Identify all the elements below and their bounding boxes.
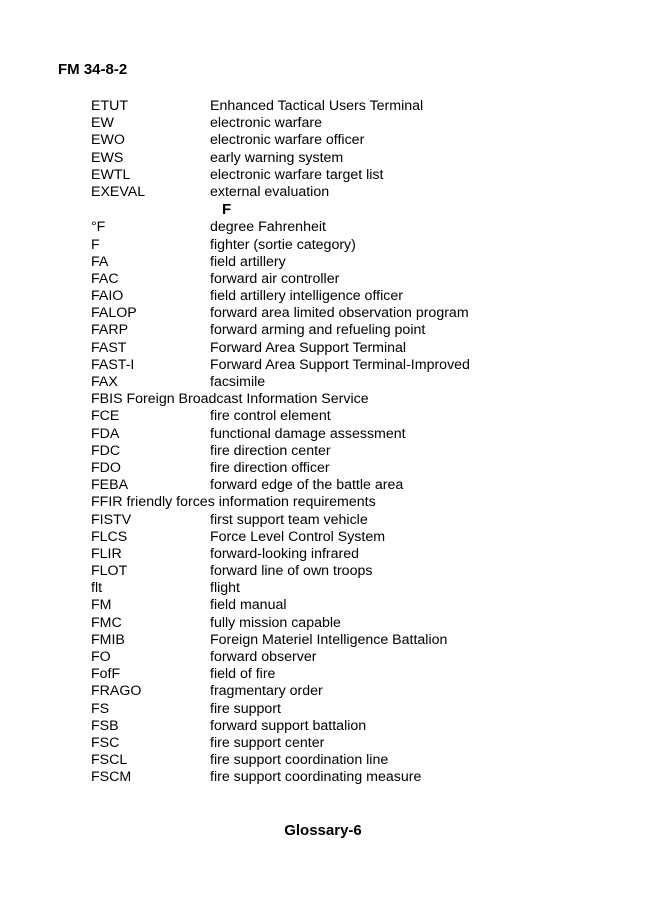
glossary-abbreviation: FCE bbox=[91, 408, 120, 425]
glossary-entry bbox=[91, 374, 611, 391]
glossary-definition: forward-looking infrared bbox=[210, 545, 360, 562]
glossary-abbreviation: EWO bbox=[91, 132, 125, 149]
glossary-abbreviation: FAC bbox=[91, 270, 119, 287]
glossary-definition: flight bbox=[210, 580, 240, 597]
glossary-definition: degree Fahrenheit bbox=[210, 219, 326, 236]
glossary-abbreviation: FEBA bbox=[91, 477, 129, 494]
glossary-definition: forward line of own troops bbox=[210, 563, 373, 580]
glossary-definition: forward area limited observation program bbox=[210, 305, 469, 322]
glossary-entry bbox=[91, 580, 611, 597]
glossary-definition: Forward Area Support Terminal bbox=[210, 339, 407, 356]
glossary-abbreviation: FARP bbox=[91, 322, 129, 339]
glossary-abbreviation: FLOT bbox=[91, 563, 128, 580]
glossary-definition: fire control element bbox=[210, 408, 331, 425]
glossary-definition: first support team vehicle bbox=[210, 511, 368, 528]
glossary-abbreviation: FDO bbox=[91, 459, 121, 476]
glossary-entry bbox=[91, 494, 611, 511]
glossary-definition: Enhanced Tactical Users Terminal bbox=[210, 98, 424, 114]
glossary-abbreviation: FAIO bbox=[91, 288, 124, 305]
glossary-definition: electronic warfare officer bbox=[210, 132, 365, 149]
glossary-entry bbox=[91, 649, 611, 666]
section-letter-f: F bbox=[222, 201, 232, 219]
glossary-abbreviation: EWTL bbox=[91, 166, 131, 183]
glossary-abbreviation: FFIR bbox=[91, 494, 123, 511]
glossary-abbreviation: ETUT bbox=[91, 98, 129, 114]
glossary-abbreviation: FSCL bbox=[91, 752, 128, 769]
glossary-entry bbox=[91, 115, 611, 132]
glossary-abbreviation: FDA bbox=[91, 425, 120, 442]
glossary-abbreviation: flt bbox=[91, 580, 103, 597]
manual-id-header: FM 34-8-2 bbox=[58, 61, 128, 78]
glossary-entry bbox=[91, 288, 611, 305]
glossary-entry bbox=[91, 683, 611, 700]
glossary-abbreviation: FMIB bbox=[91, 631, 125, 648]
glossary-abbreviation: FLIR bbox=[91, 545, 122, 562]
glossary-entry bbox=[91, 460, 611, 477]
glossary-entry bbox=[91, 219, 611, 236]
glossary-definition: Foreign Materiel Intelligence Battalion bbox=[210, 631, 448, 648]
glossary-definition: field artillery bbox=[210, 253, 286, 270]
glossary-abbreviation: F bbox=[91, 236, 100, 253]
glossary-entry bbox=[91, 752, 611, 769]
glossary-definition: Force Level Control System bbox=[210, 528, 386, 545]
glossary-entry bbox=[91, 735, 611, 752]
glossary-entry bbox=[91, 718, 611, 735]
glossary-entry bbox=[91, 529, 611, 546]
glossary-abbreviation: FBIS bbox=[91, 391, 123, 408]
glossary-abbreviation: EWS bbox=[91, 149, 124, 166]
glossary-definition: fully mission capable bbox=[210, 614, 341, 631]
glossary-definition: early warning system bbox=[210, 149, 344, 166]
glossary-definition: fire direction officer bbox=[210, 459, 330, 476]
glossary-definition: fire support center bbox=[210, 734, 325, 751]
glossary-entry bbox=[91, 701, 611, 718]
glossary-abbreviation: FAST bbox=[91, 339, 127, 356]
glossary-entry bbox=[91, 254, 611, 271]
glossary-abbreviation: FM bbox=[91, 597, 112, 614]
glossary-definition: friendly forces information requirements bbox=[126, 494, 376, 511]
glossary-definition: electronic warfare bbox=[210, 115, 322, 132]
glossary-entry bbox=[91, 271, 611, 288]
glossary-entry bbox=[91, 322, 611, 339]
page-footer bbox=[0, 822, 660, 840]
glossary-definition: functional damage assessment bbox=[210, 425, 406, 442]
glossary-entry bbox=[91, 237, 611, 254]
glossary-entry bbox=[91, 546, 611, 563]
glossary-list bbox=[91, 98, 611, 787]
glossary-definition: fighter (sortie category) bbox=[210, 236, 356, 253]
glossary-abbreviation: FSCM bbox=[91, 769, 132, 786]
glossary-entry bbox=[91, 340, 611, 357]
glossary-entry bbox=[91, 357, 611, 374]
glossary-abbreviation: EW bbox=[91, 115, 114, 132]
glossary-definition: forward observer bbox=[210, 649, 317, 665]
page-number-label: Glossary-6 bbox=[284, 822, 362, 839]
glossary-abbreviation: FAX bbox=[91, 374, 118, 390]
glossary-entry bbox=[91, 408, 611, 425]
glossary-group-e bbox=[91, 98, 611, 201]
glossary-definition: Forward Area Support Terminal-Improved bbox=[210, 356, 470, 373]
glossary-entry bbox=[91, 150, 611, 167]
glossary-abbreviation: FSC bbox=[91, 734, 120, 751]
glossary-definition: electronic warfare target list bbox=[210, 166, 384, 183]
glossary-entry bbox=[91, 305, 611, 322]
glossary-group-f bbox=[91, 219, 611, 786]
glossary-entry bbox=[91, 666, 611, 683]
glossary-entry bbox=[91, 615, 611, 632]
glossary-entry bbox=[91, 391, 611, 408]
glossary-abbreviation: FISTV bbox=[91, 511, 132, 528]
glossary-abbreviation: FS bbox=[91, 700, 110, 717]
glossary-abbreviation: FALOP bbox=[91, 305, 137, 322]
glossary-entry bbox=[91, 477, 611, 494]
glossary-definition: field manual bbox=[210, 597, 287, 614]
glossary-entry bbox=[91, 98, 611, 115]
glossary-definition: forward air controller bbox=[210, 270, 340, 287]
glossary-definition: external evaluation bbox=[210, 183, 330, 200]
glossary-abbreviation: FSB bbox=[91, 717, 119, 734]
glossary-definition: facsimile bbox=[210, 374, 266, 390]
glossary-abbreviation: °F bbox=[91, 219, 106, 236]
glossary-abbreviation: FLCS bbox=[91, 528, 128, 545]
glossary-definition: Foreign Broadcast Information Service bbox=[126, 391, 369, 408]
glossary-abbreviation: FDC bbox=[91, 442, 121, 459]
glossary-entry bbox=[91, 184, 611, 201]
glossary-entry bbox=[91, 597, 611, 614]
glossary-definition: field of fire bbox=[210, 666, 276, 683]
glossary-definition: fire support bbox=[210, 700, 281, 717]
glossary-definition: field artillery intelligence officer bbox=[210, 288, 403, 305]
glossary-abbreviation: FRAGO bbox=[91, 683, 142, 700]
glossary-entry bbox=[91, 563, 611, 580]
glossary-definition: forward arming and refueling point bbox=[210, 322, 426, 339]
glossary-abbreviation: FMC bbox=[91, 614, 122, 631]
glossary-entry bbox=[91, 769, 611, 786]
glossary-entry bbox=[91, 443, 611, 460]
glossary-definition: fire support coordinating measure bbox=[210, 769, 422, 786]
glossary-abbreviation: FA bbox=[91, 253, 109, 270]
glossary-definition: fire support coordination line bbox=[210, 752, 389, 769]
glossary-entry bbox=[91, 426, 611, 443]
glossary-entry bbox=[91, 632, 611, 649]
glossary-abbreviation: EXEVAL bbox=[91, 183, 146, 200]
glossary-definition: forward support battalion bbox=[210, 717, 367, 734]
glossary-entry bbox=[91, 512, 611, 529]
glossary-definition: forward edge of the battle area bbox=[210, 477, 404, 494]
glossary-entry bbox=[91, 167, 611, 184]
glossary-abbreviation: FO bbox=[91, 649, 111, 665]
glossary-definition: fire direction center bbox=[210, 442, 331, 459]
glossary-entry bbox=[91, 132, 611, 149]
glossary-abbreviation: FofF bbox=[91, 666, 121, 683]
glossary-definition: fragmentary order bbox=[210, 683, 323, 700]
glossary-abbreviation: FAST-I bbox=[91, 356, 135, 373]
